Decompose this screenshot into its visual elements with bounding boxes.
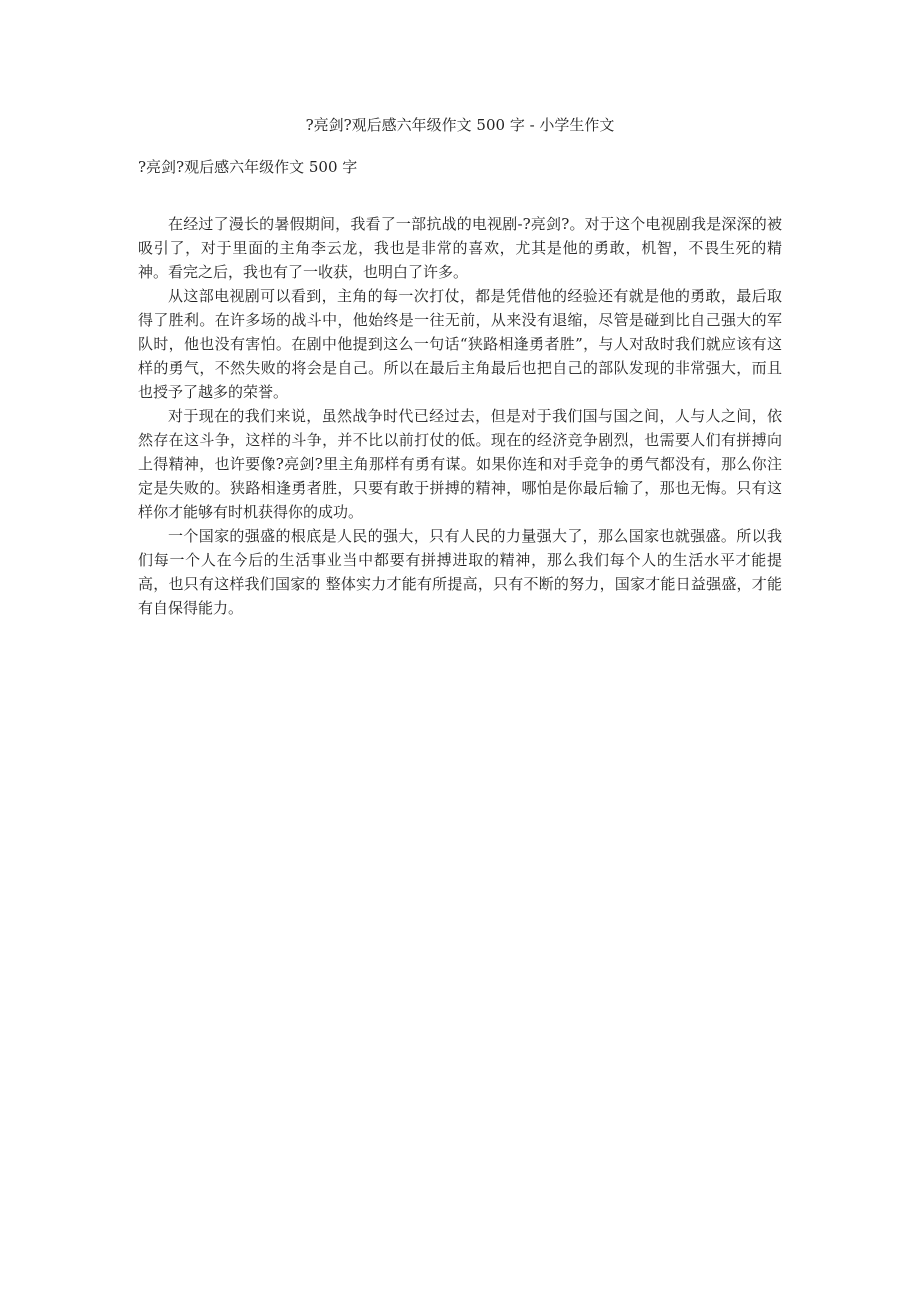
paragraph-3: 对于现在的我们来说，虽然战争时代已经过去，但是对于我们国与国之间，人与人之间，依然存在这斗争，这样的斗争，并不比以前打仗的低。现在的经济竞争剧烈，也需要人们有拼搏向上得精神，也许要像?亮剑?里主角那样有勇有谋。如果你连和对手竞争的勇气都没有，那么你注定是失败的。狭路相逢勇者胜，只要有敢于拼搏的精神，哪怕是你最后输了，那也无悔。只有这样你才能够有时机获得你的成功。 [138,407,782,521]
document-title: ?亮剑?观后感六年级作文 500 字 - 小学生作文 [305,116,615,134]
paragraph-2: 从这部电视剧可以看到，主角的每一次打仗，都是凭借他的经验还有就是他的勇敢，最后取得了胜利。在许多场的战斗中，他始终是一往无前，从来没有退缩，尽管是碰到比自己强大的军队时，他也没有害怕。在剧中他提到这么一句话“狭路相逢勇者胜”，与人对敌时我们就应该有这样的勇气，不然失败的将会是自己。所以在最后主角最后也把自己的部队发现的非常强大，而且也授予了越多的荣誉。 [138,287,782,401]
paragraph-1: 在经过了漫长的暑假期间，我看了一部抗战的电视剧-?亮剑?。对于这个电视剧我是深深的被吸引了，对于里面的主角李云龙，我也是非常的喜欢，尤其是他的勇敢，机智，不畏生死的精神。看完之后，我也有了一收获，也明白了许多。 [138,215,782,281]
paragraph-4: 一个国家的强盛的根底是人民的强大，只有人民的力量强大了，那么国家也就强盛。所以我们每一个人在今后的生活事业当中都要有拼搏进取的精神，那么我们每个人的生活水平才能提高，也只有这样我们国家的 整体实力才能有所提高，只有不断的努力，国家才能日益强盛，才能有自保得能力。 [138,527,782,617]
article-title: ?亮剑?观后感六年级作文 500 字 [138,158,358,176]
article-body [138,212,782,620]
